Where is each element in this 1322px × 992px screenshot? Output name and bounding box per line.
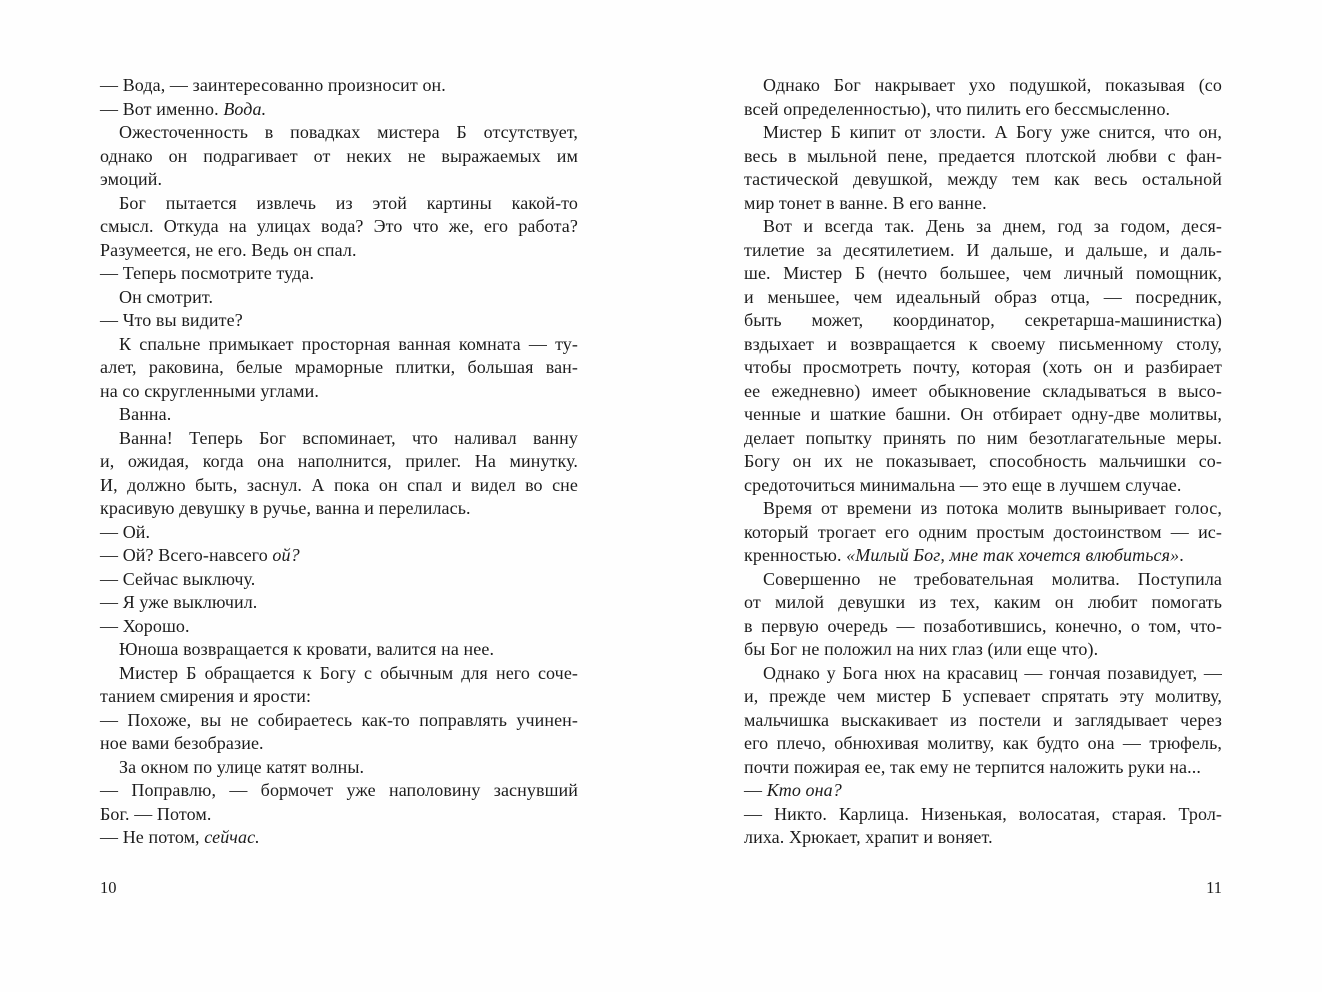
text-segment: кренностью. [744,545,847,565]
text-segment: средоточиться минимальна — это еще в лучшем случае. [744,474,1182,495]
text-line [744,497,1222,521]
text-line [744,568,1222,592]
text-segment: Время от времени из потока молитв выныривает голос, [763,498,1222,518]
text-segment: бы Бог не положил на них глаз (или еще что). [744,639,1099,659]
text-segment: Мистер Б кипит от злости. А Богу уже снится, что он, [763,122,1222,142]
text-segment: — Ой. [100,521,151,542]
text-line [744,779,1222,803]
text-segment: Однако у Бога нюх на красавиц — гончая позавидует, — [763,662,1222,683]
text-line [744,380,1222,404]
text-line [744,192,1222,216]
text-segment: — Что вы видите? [100,310,243,330]
text-line [100,779,578,803]
text-segment: — Теперь посмотрите туда. [100,263,315,283]
page-left-text-block [100,74,578,850]
text-line [100,380,578,404]
text-segment: ное вами безобразие. [100,733,264,753]
text-segment: мальчишка выскакивает из постели и заглядывает через [744,709,1222,730]
text-line [744,615,1222,639]
text-line [100,450,578,474]
text-line [100,732,578,756]
text-line [100,662,578,686]
text-line [744,521,1222,545]
page-right-text-block [744,74,1222,850]
text-segment: — Ой? Всего-навсего [100,545,273,565]
text-line [744,145,1222,169]
text-line [100,474,578,498]
text-segment: и, прежде чем мистер Б успевает спрятать эту молитву, [744,686,1222,706]
text-segment: Вот и всегда так. День за днем, год за годом, деся- [763,216,1222,236]
text-segment: алет, раковина, белые мраморные плитки, большая ван- [100,357,578,377]
text-segment: тастической девушкой, между тем как весь остальной [744,169,1222,189]
text-segment: его плечо, обнюхивая молитву, как будто она — трюфель, [744,733,1222,753]
text-segment: который трогает его одним простым достоинством — ис- [744,521,1222,542]
text-segment: ченные и шаткие башни. Он отбирает одну-две молитвы, [744,404,1222,424]
text-segment: — Хорошо. [100,615,190,636]
text-line [744,826,1222,850]
text-segment: на со скругленными углами. [100,380,319,401]
text-segment: от милой девушки из тех, каким он любит помогать [744,592,1222,612]
text-segment: чтобы просмотреть почту, которая (хоть он и разбирает [744,357,1222,377]
text-line [100,427,578,451]
text-line [100,121,578,145]
text-segment: — Никто. Карлица. Низенькая, волосатая, старая. Трол- [744,803,1222,824]
text-line [744,427,1222,451]
text-line [744,803,1222,827]
text-line [100,568,578,592]
text-line [744,356,1222,380]
text-segment: мир тонет в ванне. В его ванне. [744,192,987,213]
text-segment: тилетие за десятилетием. И дальше, и дальше, и даль- [744,239,1222,260]
text-line [744,544,1222,568]
text-segment: — Вот именно. [100,98,224,119]
text-segment: и меньшее, чем идеальный образ отца, — посредник, [744,286,1222,307]
text-line [100,192,578,216]
text-line [100,309,578,333]
text-segment: эмоций. [100,169,163,189]
page-number-right: 11 [1206,878,1222,897]
text-line [100,685,578,709]
text-segment: И, должно быть, заснул. А пока он спал и видел во сне [100,474,578,495]
text-line [744,709,1222,733]
text-segment: Разумеется, не его. Ведь он спал. [100,239,357,260]
text-line [744,662,1222,686]
text-line [100,74,578,98]
text-line [100,98,578,122]
text-line [100,262,578,286]
text-segment: — Я уже выключил. [100,592,258,612]
text-line [744,98,1222,122]
text-segment: Совершенно не требовательная молитва. Поступила [763,568,1222,589]
text-segment-italic: сейчас. [204,827,260,847]
text-line [100,803,578,827]
text-line [100,709,578,733]
text-segment: быть может, координатор, секретарша-машинистка) [744,310,1222,330]
text-segment: — Сейчас выключу. [100,568,256,589]
text-segment-italic: ой? [272,545,300,565]
text-segment: Ожесточенность в повадках мистера Б отсутствует, [119,122,578,142]
text-line [100,756,578,780]
text-segment: — Вода, — заинтересованно произносит он. [100,75,446,95]
text-line [100,286,578,310]
text-segment: однако он подрагивает от неких не выражаемых им [100,145,578,166]
text-segment: лиха. Хрюкает, храпит и воняет. [744,827,993,847]
text-line [744,403,1222,427]
text-segment: весь в мыльной пене, предается плотской любви с фан- [744,145,1222,166]
text-segment: ше. Мистер Б (нечто большее, чем личный помощник, [744,263,1222,283]
text-line [744,215,1222,239]
text-segment-italic: «Милый Бог, мне так хочется влюбиться» [846,545,1180,565]
text-segment: всей определенностью), что пилить его бессмысленно. [744,98,1171,119]
page-number-left: 10 [100,878,117,897]
text-line [100,591,578,615]
text-line [744,74,1222,98]
text-segment: Он смотрит. [119,286,214,307]
text-line [100,168,578,192]
text-segment: Богу он их не показывает, способность мальчишки со- [744,451,1222,471]
text-line [100,521,578,545]
text-line [744,333,1222,357]
text-segment: За окном по улице катят волны. [119,756,365,777]
text-line [100,239,578,263]
text-line [744,685,1222,709]
text-line [100,638,578,662]
text-segment: ее ежедневно) имеет обыкновение складываться в высо- [744,380,1222,401]
text-segment-italic: Кто она? [766,780,842,800]
text-segment: Бог пытается извлечь из этой картины какой-то [119,192,578,213]
text-line [744,474,1222,498]
text-segment: К спальне примыкает просторная ванная комната — ту- [119,333,578,354]
text-segment: Мистер Б обращается к Богу с обычным для него соче- [119,662,578,683]
text-segment: вздыхает и возвращается к своему письменному столу, [744,333,1222,354]
text-line [100,826,578,850]
text-segment: почти пожирая ее, так ему не терпится наложить руки на... [744,756,1201,777]
text-segment: и, ожидая, когда она наполнится, прилег. На минутку. [100,451,578,471]
text-line [100,544,578,568]
text-line [744,591,1222,615]
text-line [744,732,1222,756]
text-segment: смысл. Откуда на улицах вода? Это что же, его работа? [100,216,578,236]
text-segment: Ванна! Теперь Бог вспоминает, что наливал ванну [119,427,578,448]
text-line [100,403,578,427]
text-line [100,215,578,239]
text-line [100,615,578,639]
text-segment: Юноша возвращается к кровати, валится на нее. [119,639,495,659]
text-segment: красивую девушку в ручье, ванна и перелилась. [100,498,471,518]
text-segment: . [1179,545,1184,565]
text-line [744,121,1222,145]
text-line [744,638,1222,662]
text-segment: — Не потом, [100,827,205,847]
text-segment: Однако Бог накрывает ухо подушкой, показывая (со [763,75,1222,95]
text-segment: делает попытку принять по ним безотлагательные меры. [744,427,1222,448]
text-line [744,450,1222,474]
text-segment: — Поправлю, — бормочет уже наполовину заснувший [100,780,578,800]
text-line [744,286,1222,310]
text-line [744,168,1222,192]
text-line [744,756,1222,780]
text-line [744,239,1222,263]
text-line [100,497,578,521]
text-segment: танием смирения и ярости: [100,686,312,706]
text-segment-italic: Вода. [223,98,267,119]
text-segment: — Похоже, вы не собираетесь как-то поправлять учинен- [100,709,578,730]
text-line [100,145,578,169]
text-segment: Ванна. [119,404,172,424]
text-segment: Бог. — Потом. [100,803,212,824]
text-line [100,356,578,380]
text-line [100,333,578,357]
text-segment: в первую очередь — позаботившись, конечно, о том, что- [744,615,1222,636]
text-line [744,309,1222,333]
text-segment: — [744,780,767,800]
text-line [744,262,1222,286]
